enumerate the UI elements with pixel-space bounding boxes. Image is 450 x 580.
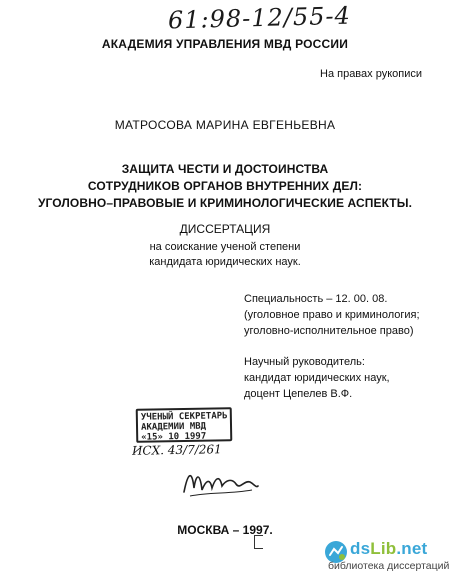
dslib-brand xyxy=(350,539,427,559)
specialty-line: уголовно-исполнительное право) xyxy=(244,325,414,337)
page-corner-mark xyxy=(254,535,263,549)
supervisor-block xyxy=(244,354,390,402)
supervisor-line: Научный руководитель: xyxy=(244,356,365,368)
stamp-line: УЧЕНЫЙ СЕКРЕТАРЬ xyxy=(140,411,228,423)
supervisor-line: кандидат юридических наук, xyxy=(244,372,390,384)
specialty-line: Специальность – 12. 00. 08. xyxy=(244,293,388,305)
stamp-line: «15» 10 1997 xyxy=(141,431,207,443)
dslib-watermark xyxy=(322,539,450,574)
stamp-line: АКАДЕМИИ МВД xyxy=(140,421,207,433)
dissertation-heading: ДИССЕРТАЦИЯ xyxy=(179,222,271,236)
brand-part: Lib xyxy=(370,539,397,558)
handwritten-signature xyxy=(180,462,260,502)
specialty-block xyxy=(244,291,420,339)
handwritten-archive-code: 61:98-12/55-4 xyxy=(167,1,352,35)
degree-description xyxy=(0,240,450,270)
manuscript-rights-label: На правах рукописи xyxy=(320,68,422,80)
title-line: СОТРУДНИКОВ ОРГАНОВ ВНУТРЕННИХ ДЕЛ: xyxy=(87,179,363,193)
dslib-subtitle: библиотека диссертаций xyxy=(328,560,450,572)
dissertation-title xyxy=(0,161,450,212)
brand-part: ds xyxy=(350,539,371,558)
secretary-stamp xyxy=(136,407,233,443)
author-name: МАТРОСОВА МАРИНА ЕВГЕНЬЕВНА xyxy=(114,118,336,132)
registration-number: ИСХ. 43/7/261 xyxy=(131,442,222,458)
degree-line: на соискание ученой степени xyxy=(149,241,301,253)
supervisor-line: доцент Цепелев В.Ф. xyxy=(244,388,353,400)
academy-name: АКАДЕМИЯ УПРАВЛЕНИЯ МВД РОССИИ xyxy=(101,37,349,51)
brand-part: .net xyxy=(396,539,428,558)
specialty-line: (уголовное право и криминология; xyxy=(244,309,420,321)
degree-line: кандидата юридических наук. xyxy=(149,256,301,268)
city-year: МОСКВА – 1997. xyxy=(177,523,273,537)
title-line: ЗАЩИТА ЧЕСТИ И ДОСТОИНСТВА xyxy=(121,162,329,176)
title-line: УГОЛОВНО–ПРАВОВЫЕ И КРИМИНОЛОГИЧЕСКИЕ АСПЕКТЫ. xyxy=(37,196,413,210)
